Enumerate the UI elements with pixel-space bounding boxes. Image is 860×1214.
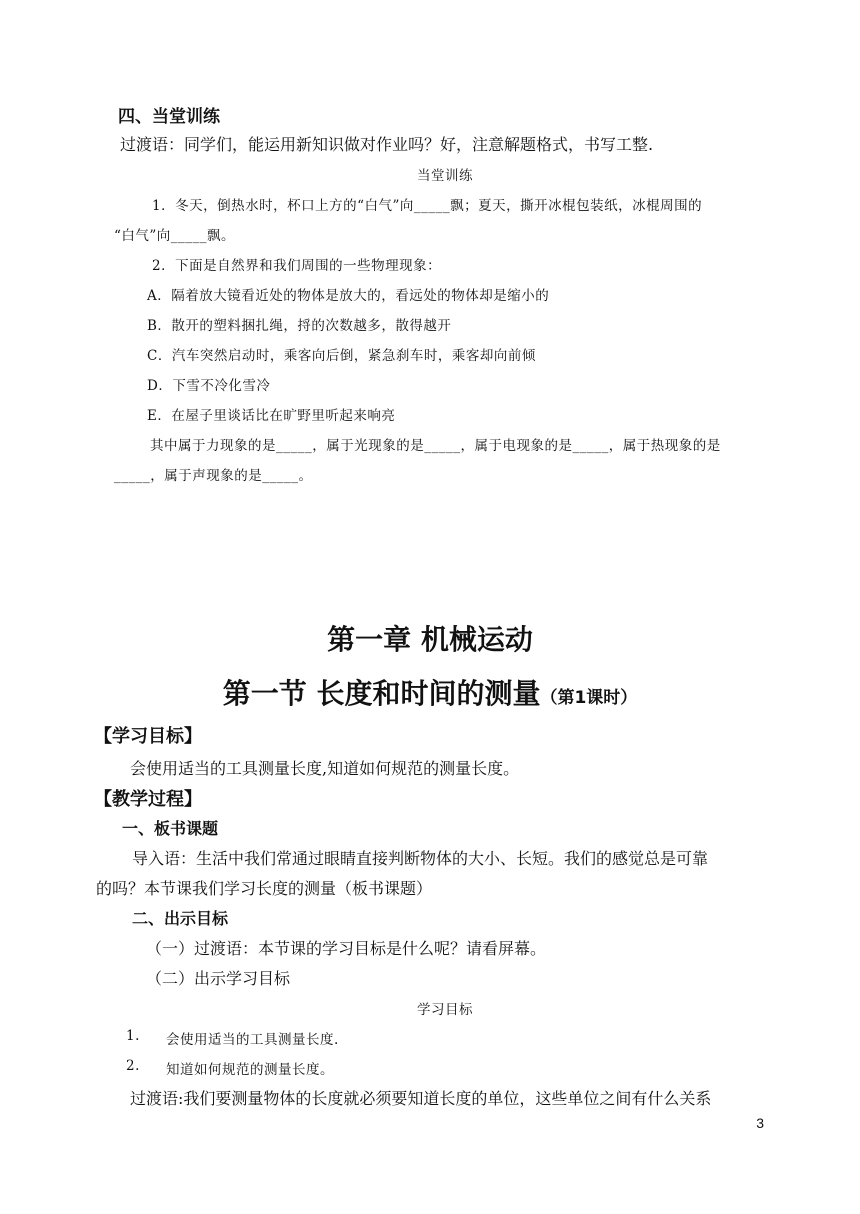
section-title-main: 第一节 长度和时间的测量 <box>222 677 541 710</box>
chapter-title: 第一章 机械运动 <box>327 623 533 656</box>
goal-1-text: 会使用适当的工具测量长度. <box>166 1032 339 1048</box>
subheading-1: 一、板书课题 <box>122 819 219 838</box>
step-1: （一）过渡语：本节课的学习目标是什么呢？请看屏幕。 <box>146 939 547 958</box>
subheading-2: 二、出示目标 <box>132 909 229 928</box>
transition-2: 过渡语:我们要测量物体的长度就必须要知道长度的单位，这些单位之间有什么关系 <box>130 1089 712 1108</box>
intro-line-1: 导入语：生活中我们常通过眼睛直接判断物体的大小、长短。我们的感觉总是可靠 <box>132 849 709 868</box>
question-2-stem: 2．下面是自然界和我们周围的一些物理现象： <box>152 258 442 274</box>
question-1-line-2: “白气”向_____飘。 <box>114 228 236 244</box>
step-2: （二）出示学习目标 <box>146 969 291 988</box>
goal-2-number: 2. <box>126 1058 140 1074</box>
question-2-line-1: 其中属于力现象的是_____，属于光现象的是_____，属于电现象的是_____，属于热现象的是 <box>150 438 721 454</box>
goals-box-title: 学习目标 <box>417 1002 473 1018</box>
page-number: 3 <box>756 1115 764 1131</box>
section-heading-4: 四、当堂训练 <box>118 107 220 127</box>
option-b: B．散开的塑料捆扎绳，捋的次数越多，散得越开 <box>147 318 452 334</box>
question-1-line-1: 1．冬天，倒热水时，杯口上方的“白气”向_____飘；夏天，撕开冰棍包装纸，冰棍周围的 <box>152 198 703 214</box>
option-d: D．下雪不冷化雪冷 <box>147 378 271 394</box>
transition-text: 过渡语：同学们，能运用新知识做对作业吗？好，注意解题格式，书写工整. <box>120 135 654 154</box>
goal-1-number: 1. <box>126 1028 140 1044</box>
question-2-line-2: _____，属于声现象的是_____。 <box>114 468 313 484</box>
section-title-sub: （第1课时） <box>540 688 638 708</box>
option-a: A．隔着放大镜看近处的物体是放大的，看远处的物体却是缩小的 <box>147 288 550 304</box>
option-c: C．汽车突然启动时，乘客向后倒，紧急刹车时，乘客却向前倾 <box>147 348 536 364</box>
option-e: E．在屋子里谈话比在旷野里听起来响亮 <box>147 408 396 424</box>
exercise-title: 当堂训练 <box>417 168 473 184</box>
intro-line-2: 的吗？本节课我们学习长度的测量（板书课题） <box>96 879 433 898</box>
objectives-text: 会使用适当的工具测量长度,知道如何规范的测量长度。 <box>130 759 520 778</box>
section-title <box>0 672 860 712</box>
goal-2-text: 知道如何规范的测量长度。 <box>166 1062 334 1078</box>
process-heading: 【教学过程】 <box>94 789 202 810</box>
objectives-heading: 【学习目标】 <box>94 726 202 747</box>
